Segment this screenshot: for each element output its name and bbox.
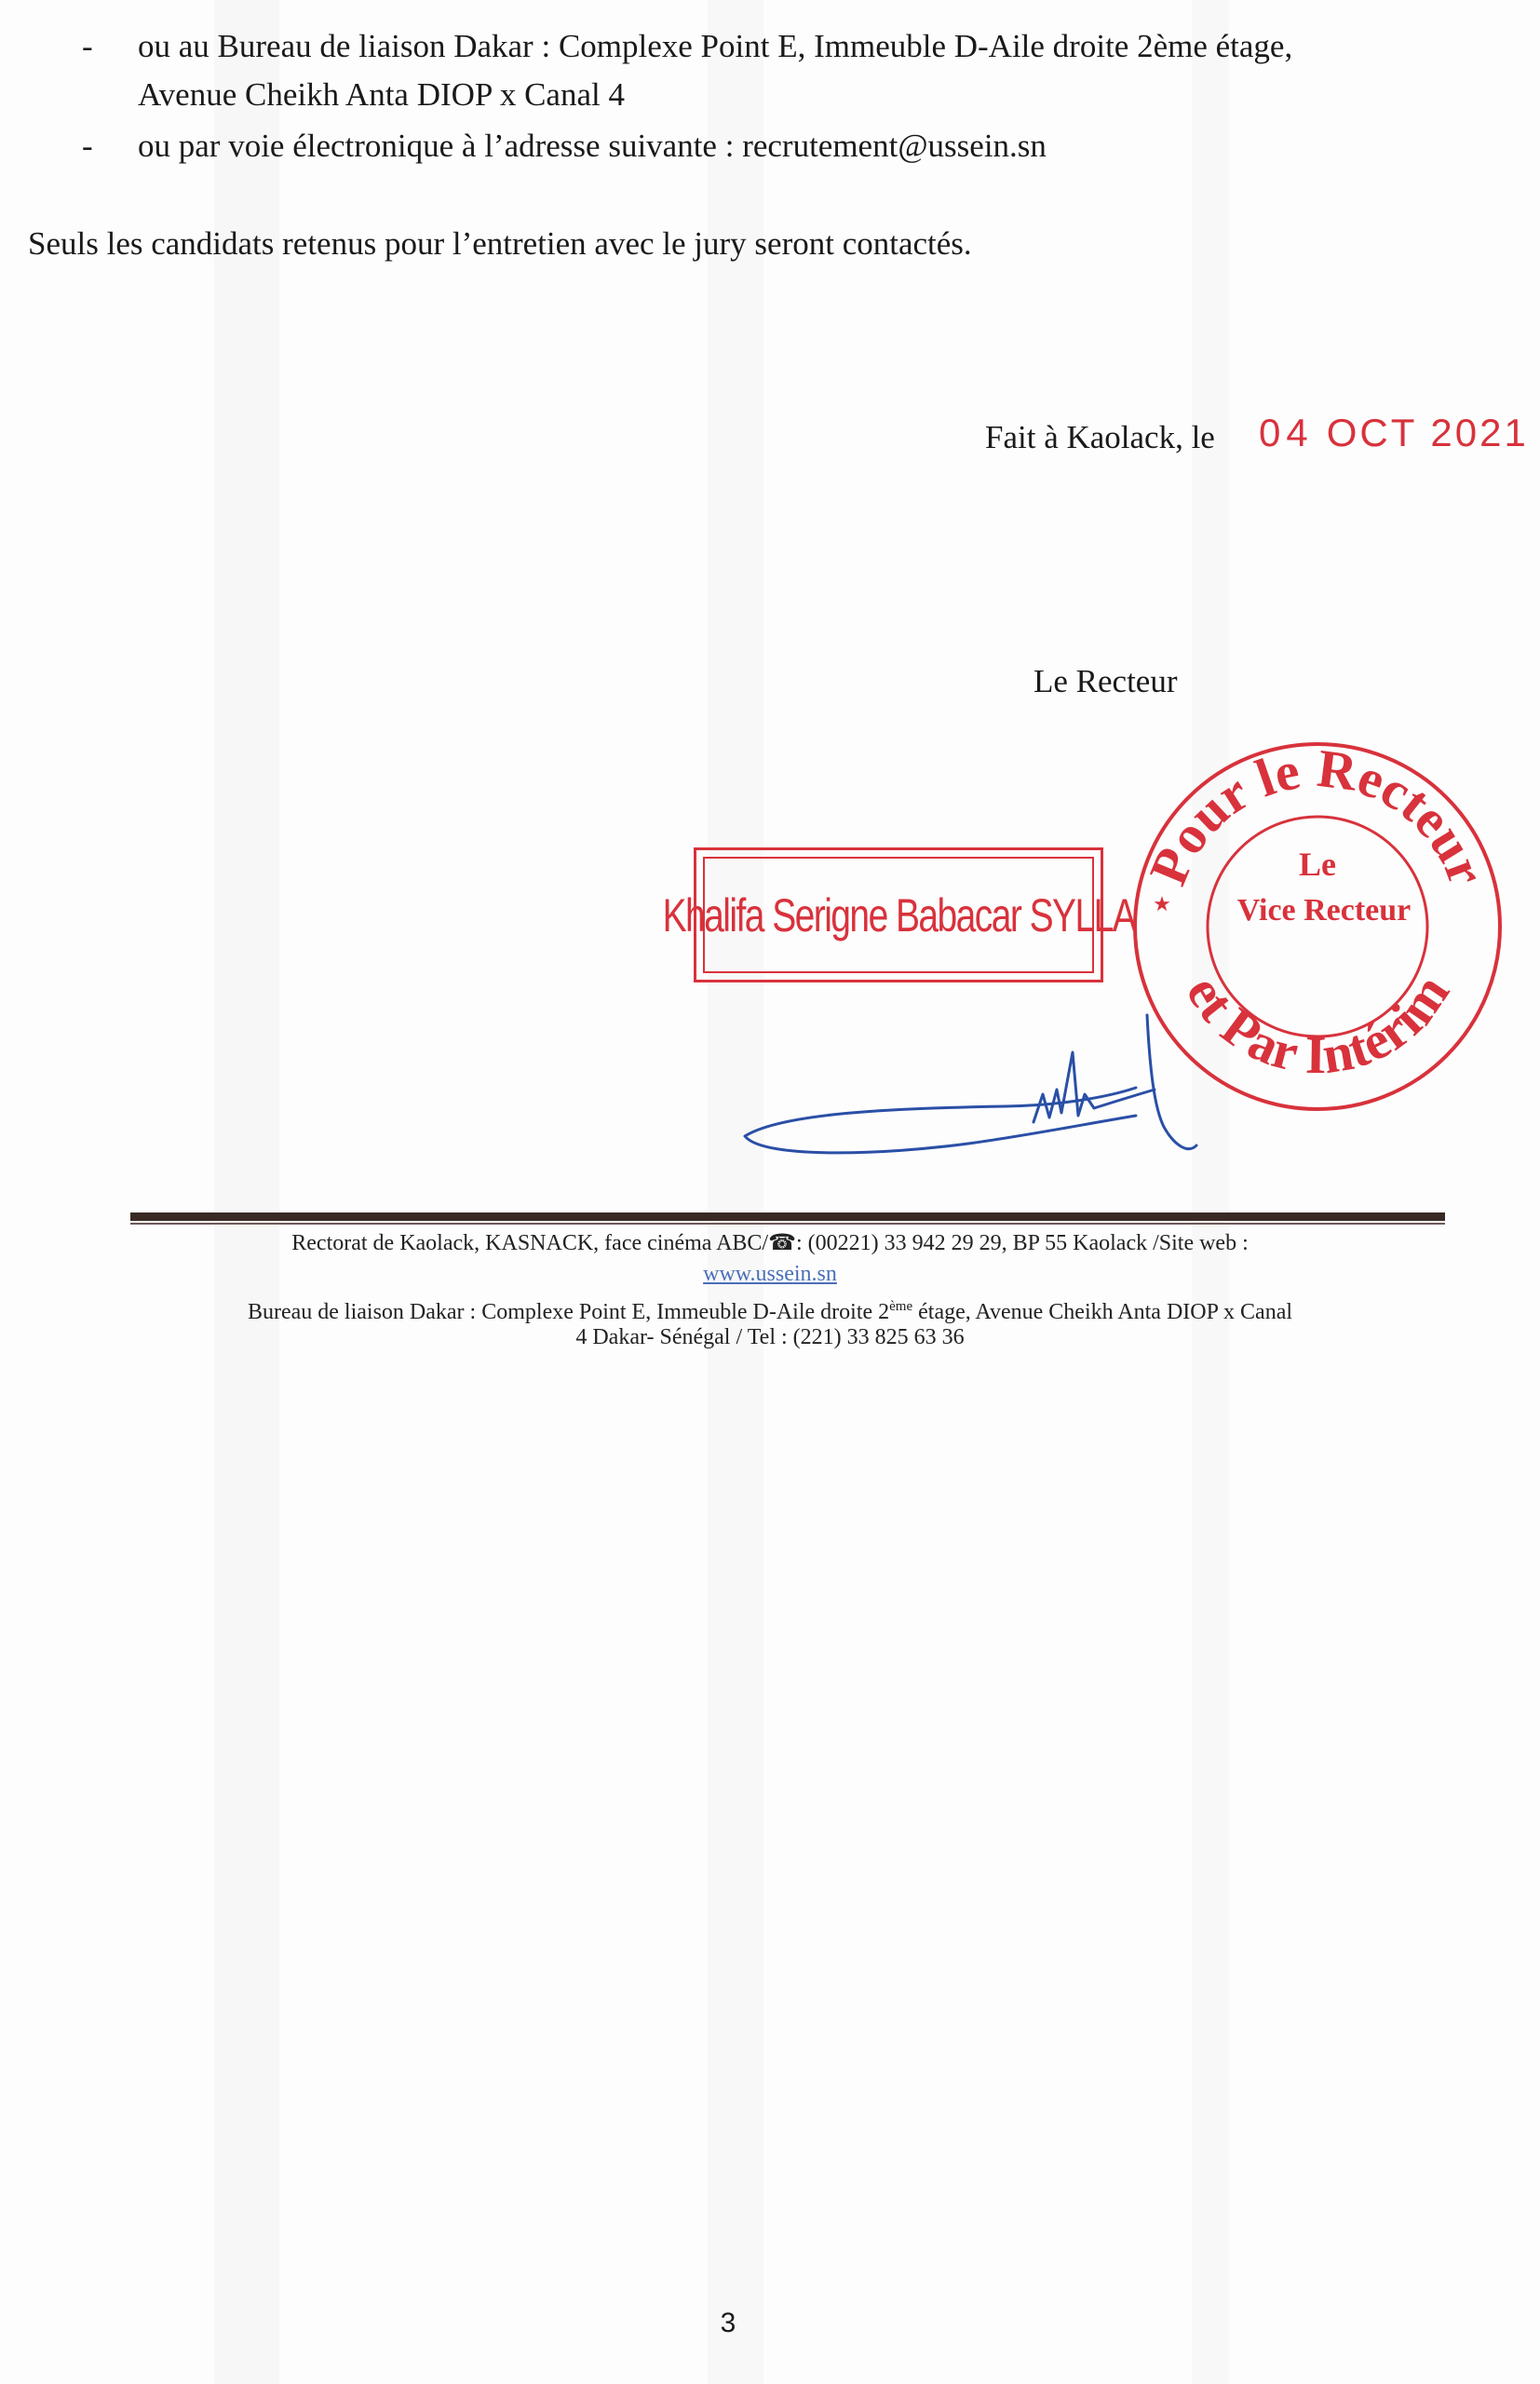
date-label: Fait à Kaolack, le: [985, 419, 1215, 455]
signature: [726, 996, 1248, 1183]
footer-rule: [130, 1212, 1445, 1221]
footer-line-3: [0, 1293, 1540, 1327]
footer-line-2: [0, 1260, 1540, 1289]
date-stamp-year: 2021: [1430, 411, 1529, 454]
name-stamp-text: Khalifa Serigne Babacar SYLLA: [662, 888, 1135, 941]
footer-phone-kaolack: : (00221) 33 942 29 29, BP 55 Kaolack /Site web :: [796, 1231, 1249, 1255]
signatory-title: Le Recteur: [1033, 663, 1178, 699]
round-stamp-center-line-1: Le: [1299, 846, 1336, 883]
footer-address-kaolack: Rectorat de Kaolack, KASNACK, face cinéma ABC/: [291, 1231, 769, 1255]
notice-text: Seuls les candidats retenus pour l’entretien avec le jury seront contactés.: [28, 225, 972, 262]
footer-line-1: [0, 1229, 1540, 1258]
footer-superscript: ème: [889, 1299, 913, 1314]
phone-icon: ☎: [768, 1231, 797, 1255]
round-stamp-arc-top: Pour le Recteur: [1137, 737, 1498, 893]
bullet-marker: -: [82, 128, 93, 164]
date-stamp-month: OCT: [1326, 411, 1418, 454]
round-stamp-star-icon: ★: [1153, 892, 1171, 915]
date-stamp-day: 04: [1259, 411, 1314, 454]
bullet-1-line-1: ou au Bureau de liaison Dakar : Complexe Point E, Immeuble D-Aile droite 2ème étage,: [138, 28, 1293, 64]
bullet-2-line-1: ou par voie électronique à l’adresse suivante : recrutement@ussein.sn: [138, 128, 1047, 164]
page-number: 3: [720, 2308, 736, 2338]
round-stamp-center-line-2: Vice Recteur: [1236, 893, 1412, 928]
round-stamp-arc-bottom: et Par Intérim: [1174, 963, 1462, 1086]
footer-line-4: 4 Dakar- Sénégal / Tel : (221) 33 825 63 36: [575, 1325, 965, 1349]
footer-rule-thin: [130, 1223, 1445, 1225]
website-link[interactable]: www.ussein.sn: [703, 1262, 837, 1286]
name-stamp: [662, 847, 1135, 982]
footer-address-dakar: Bureau de liaison Dakar : Complexe Point E, Immeuble D-Aile droite 2: [247, 1300, 890, 1324]
footer-address-dakar-cont: étage, Avenue Cheikh Anta DIOP x Canal: [912, 1300, 1293, 1324]
bullet-1-line-2: Avenue Cheikh Anta DIOP x Canal 4: [138, 76, 625, 113]
bullet-marker: -: [82, 28, 93, 64]
date-stamp: [1259, 410, 1529, 456]
